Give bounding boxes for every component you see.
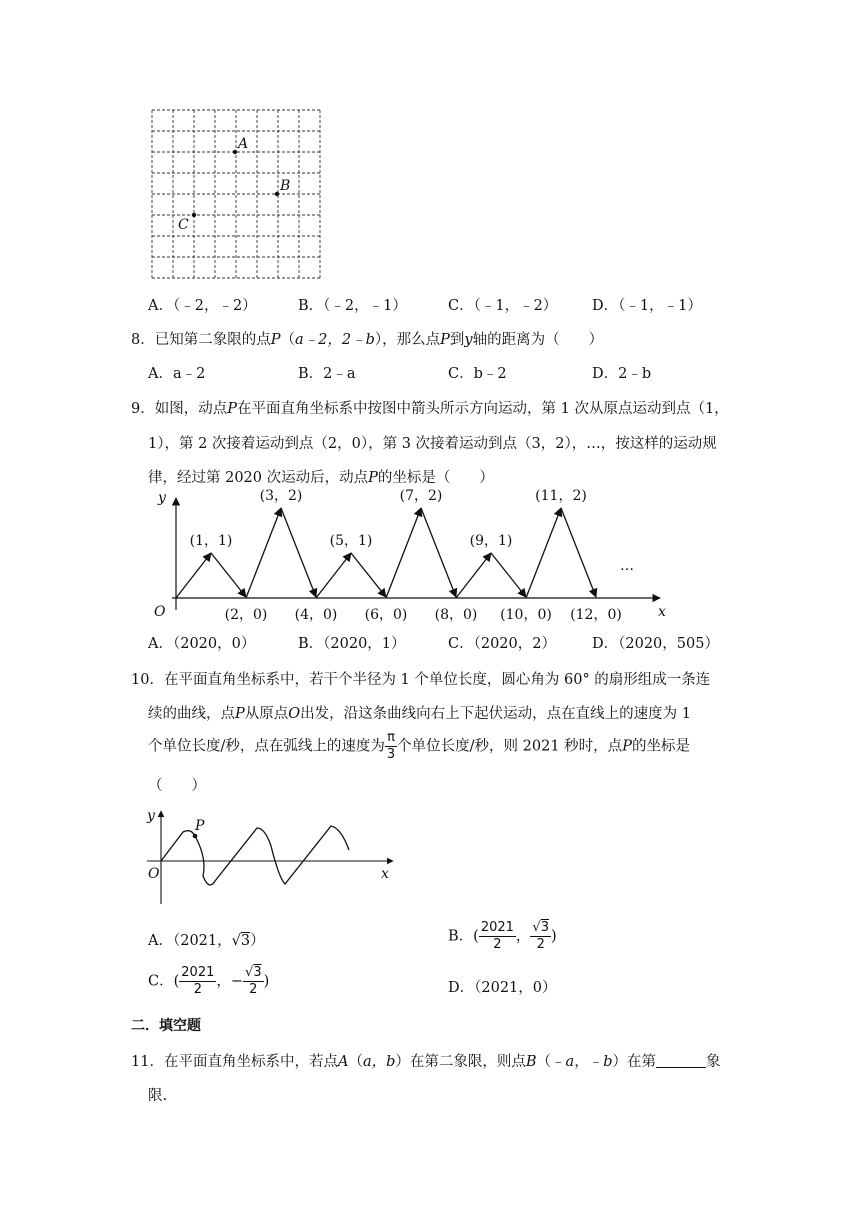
q10-y-label: y	[147, 808, 155, 824]
q9-path-segment	[561, 508, 596, 597]
q9-path-segment	[246, 508, 281, 598]
q9-base-label: (12，0)	[570, 607, 622, 623]
q9-y-label: y	[158, 490, 166, 506]
q10-option-d[interactable]: D．（2021，0）	[448, 980, 557, 996]
q9-option-a[interactable]: A．（2020，0）	[148, 636, 256, 652]
q9-ellipsis: …	[620, 558, 634, 574]
q7-option-c[interactable]: C．（﹣1，﹣2）	[448, 298, 558, 314]
q7-option-a[interactable]: A．（﹣2，﹣2）	[148, 298, 257, 314]
q10-stem-line1: 10．在平面直角坐标系中，若干个半径为 1 个单位长度，圆心角为 60° 的扇形组成一条连	[131, 672, 711, 688]
q10-origin-label: O	[148, 866, 160, 882]
q10-stem-line3: 个单位长度/秒，点在弧线上的速度为 $\frac{\pi}{3}$ 个单位长度/秒，则 2021 秒时，点P的坐标是	[148, 730, 690, 762]
q9-stem-line3: 律，经过第 2020 次运动后，动点P的坐标是（ ）	[148, 470, 494, 486]
q8-option-d[interactable]: D．2﹣b	[592, 366, 652, 382]
q9-peak-label: (7，2)	[399, 488, 443, 504]
point-a-dot	[233, 150, 237, 154]
q9-stem-line2: 1），第 2 次接着运动到点（2，0），第 3 次接着运动到点（3，2），…，按这样的运动规	[148, 436, 717, 452]
point-c-label: C	[178, 217, 189, 233]
q9-path-segment	[176, 553, 211, 598]
q9-peak-label: (3，2)	[259, 488, 303, 504]
q9-origin-label: O	[154, 604, 166, 620]
q8-option-b[interactable]: B．2﹣a	[298, 366, 356, 382]
q9-path-graph	[150, 488, 670, 623]
q9-base-label: (8，0)	[434, 607, 478, 623]
q10-option-c[interactable]: C．( $\frac{2021}{2}$ ，− $\frac{√3}{2}$ )	[148, 965, 270, 997]
q7-option-d[interactable]: D．（﹣1，﹣1）	[592, 298, 702, 314]
q9-x-label: x	[658, 604, 666, 620]
q11-stem-line2: 限.	[148, 1088, 168, 1104]
q10-curve-graph	[145, 806, 395, 906]
point-b-dot	[275, 192, 279, 196]
point-a-label: A	[238, 136, 249, 152]
q11-answer-blank[interactable]	[656, 1053, 706, 1068]
q9-path-segment	[491, 553, 526, 597]
point-b-label: B	[280, 178, 291, 194]
q9-base-label: (2，0)	[224, 607, 268, 623]
q10-point-p-label: P	[195, 818, 205, 834]
q10-stem-line2: 续的曲线，点P从原点O出发，沿这条曲线向右上下起伏运动，点在直线上的速度为 1	[148, 706, 691, 722]
q9-option-c[interactable]: C．（2020，2）	[448, 636, 556, 652]
q11-stem-line1: 11．在平面直角坐标系中，若点A（a，b）在第二象限，则点B（﹣a，﹣b）在第 象	[131, 1054, 721, 1070]
q9-peak-label: (11，2)	[535, 488, 587, 504]
q9-base-label: (4，0)	[294, 607, 338, 623]
section-title-fill-in: 二．填空题	[131, 1018, 201, 1034]
q9-path-segment	[211, 553, 246, 597]
q9-base-label: (10，0)	[500, 607, 552, 623]
q9-path-segment	[526, 508, 561, 598]
q7-grid-figure	[152, 110, 322, 280]
q9-path-segment	[421, 508, 456, 597]
q10-stem-line4: （ ）	[148, 778, 206, 794]
q9-path-segment	[316, 553, 351, 598]
q8-option-c[interactable]: C．b﹣2	[448, 366, 507, 382]
point-c-dot	[192, 213, 196, 217]
q9-path-segment	[281, 508, 316, 597]
q9-option-b[interactable]: B．（2020，1）	[298, 636, 406, 652]
q9-path-segment	[351, 553, 386, 597]
q10-wave-curve	[161, 826, 349, 885]
q9-option-d[interactable]: D．（2020，505）	[592, 636, 719, 652]
q10-option-a[interactable]: A．（2021，√3）	[148, 933, 265, 949]
q10-point-p-dot	[193, 834, 198, 839]
q8-option-a[interactable]: A．a﹣2	[148, 366, 206, 382]
q9-path-segment	[456, 553, 491, 598]
q9-stem-line1: 9．如图，动点P在平面直角坐标系中按图中箭头所示方向运动，第 1 次从原点运动到点（1，	[131, 401, 729, 417]
q9-peak-label: (9，1)	[469, 533, 513, 549]
q7-option-b[interactable]: B．（﹣2，﹣1）	[298, 298, 407, 314]
q9-path-segment	[386, 508, 421, 598]
q10-option-b[interactable]: B．( $\frac{2021}{2}$ ， $\frac{√3}{2}$ )	[448, 920, 557, 952]
q10-x-label: x	[381, 866, 389, 882]
q9-base-label: (6，0)	[364, 607, 408, 623]
pi-over-3-fraction: $\frac{\pi}{3}$	[386, 730, 396, 762]
q9-peak-label: (5，1)	[329, 533, 373, 549]
q9-peak-label: (1，1)	[189, 533, 233, 549]
q8-stem: 8．已知第二象限的点P（a﹣2，2﹣b），那么点P到y轴的距离为（ ）	[131, 332, 604, 348]
